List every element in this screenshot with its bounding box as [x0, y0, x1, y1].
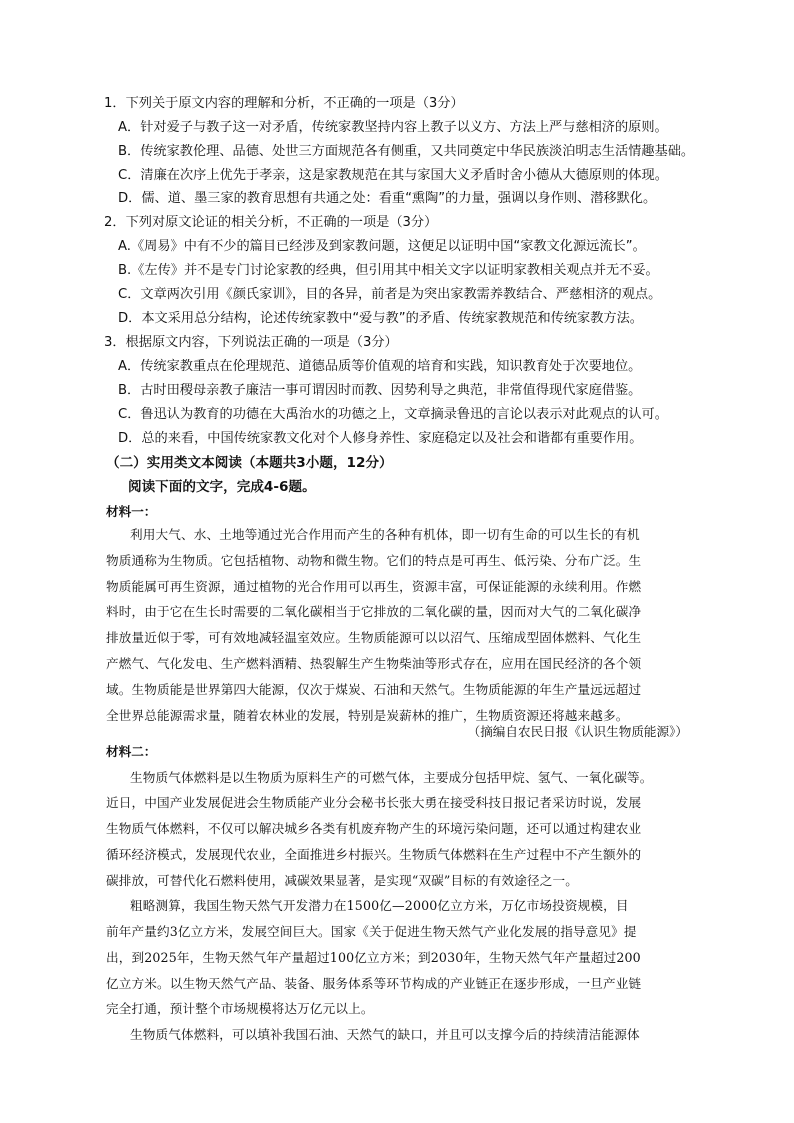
material-1-label: 材料一：: [106, 504, 157, 519]
question-3-option-a: A．传统家教重点在伦理规范、道德品质等价值观的培育和实践，知识教育处于次要地位。: [118, 359, 642, 374]
material-1-line: 物质能属可再生资源，通过植物的光合作用可以再生，资源丰富，可保证能源的永续利用。作燃: [106, 579, 642, 594]
material-1-line: 产燃气、气化发电、生产燃料酒精、热裂解生产生物柴油等形式存在，应用在国民经济的各个领: [106, 656, 642, 671]
question-2-stem: 2．下列对原文论证的相关分析，不正确的一项是（3分）: [104, 215, 438, 230]
material-2-line: 生物质气体燃料，可以填补我国石油、天然气的缺口，并且可以支撑今后的持续清洁能源体: [130, 1027, 640, 1042]
material-2-line: 循环经济模式，发展现代农业，全面推进乡村振兴。生物质气体燃料在生产过程中不产生额外的: [106, 847, 642, 862]
material-2-line: 前年产量约3亿立方米，发展空间巨大。国家《关于促进生物天然气产业化发展的指导意见》提: [106, 924, 637, 939]
question-3-option-d: D．总的来看，中国传统家教文化对个人修身养性、家庭稳定以及社会和谐都有重要作用。: [118, 431, 643, 446]
material-1-line: 利用大气、水、土地等通过光合作用而产生的各种有机体，即一切有生命的可以生长的有机: [130, 527, 640, 542]
section-heading: （二）实用类文本阅读（本题共3小题，12分）: [106, 455, 393, 471]
material-2-line: 完全打通，预计整个市场规模将达万亿元以上。: [106, 1001, 374, 1016]
question-1-option-b: B．传统家教伦理、品德、处世三方面规范各有侧重，又共同奠定中华民族淡泊明志生活情趣基础。: [118, 144, 695, 159]
question-3-option-c: C．鲁迅认为教育的功德在大禹治水的功德之上，文章摘录鲁迅的言论以表示对此观点的认可。: [118, 407, 668, 422]
question-2-option-b: B.《左传》并不是专门讨论家教的经典，但引用其中相关文字以证明家教相关观点并无不妥。: [118, 263, 659, 278]
question-3-option-b: B．古时田稷母亲教子廉洁一事可谓因时而教、因势利导之典范，非常值得现代家庭借鉴。: [118, 383, 642, 398]
material-1-line: 域。生物质能是世界第四大能源，仅次于煤炭、石油和天然气。生物质能源的年生产量远远超过: [106, 682, 642, 697]
material-2-label: 材料二：: [106, 744, 157, 759]
material-2-line: 出，到2025年，生物天然气年产量超过100亿立方米；到2030年，生物天然气年产量超过200: [106, 950, 641, 965]
question-1-option-d: D．儒、道、墨三家的教育思想有共通之处：看重“熏陶”的力量，强调以身作则、潜移默化。: [118, 191, 657, 206]
question-2-option-c: C．文章两次引用《颜氏家训》，目的各异，前者是为突出家教需养教结合、严慈相济的观点。: [118, 287, 662, 302]
material-2-line: 生物质气体燃料是以生物质为原料生产的可燃气体，主要成分包括甲烷、氢气、一氧化碳等。: [130, 770, 653, 785]
material-1-line: 料时，由于它在生长时需要的二氧化碳相当于它排放的二氧化碳的量，因而对大气的二氧化碳净: [106, 604, 642, 619]
material-2-line: 亿立方米。以生物天然气产品、装备、服务体系等环节构成的产业链正在逐步形成，一旦产业链: [106, 976, 642, 991]
question-1-option-c: C．清廉在次序上优先于孝亲，这是家教规范在其与家国大义矛盾时舍小德从大德原则的体现。: [118, 168, 668, 183]
material-2-line: 生物质气体燃料，不仅可以解决城乡各类有机废弃物产生的环境污染问题，还可以通过构建农业: [106, 821, 642, 836]
material-2-line: 碳排放，可替代化石燃料使用，减碳效果显著，是实现“双碳”目标的有效途径之一。: [106, 873, 578, 888]
material-2-line: 近日，中国产业发展促进会生物质能产业分会秘书长张大勇在接受科技日报记者采访时说，发展: [106, 795, 642, 810]
question-2-option-a: A.《周易》中有不少的篇目已经涉及到家教问题，这便足以证明中国“家教文化源远流长”。: [118, 239, 646, 254]
question-1-option-a: A．针对爱子与教子这一对矛盾，传统家教坚持内容上教子以义方、方法上严与慈相济的原则。: [118, 120, 668, 135]
material-1-source: （摘编自农民日报《认识生物质能源》）: [467, 724, 688, 739]
material-2-line: 粗略测算，我国生物天然气开发潜力在1500亿—2000亿立方米，万亿市场投资规模，目: [130, 898, 629, 913]
material-1-line: 排放量近似于零，可有效地减轻温室效应。生物质能源可以以沼气、压缩成型固体燃料、气化生: [106, 630, 642, 645]
material-1-line: 全世界总能源需求量，随着农林业的发展，特别是炭薪林的推广，生物质资源还将越来越多。: [106, 708, 629, 723]
question-3-stem: 3．根据原文内容，下列说法正确的一项是（3分）: [104, 335, 398, 350]
reading-instruction: 阅读下面的文字，完成4-6题。: [128, 479, 316, 495]
material-1-line: 物质通称为生物质。它包括植物、动物和微生物。它们的特点是可再生、低污染、分布广泛。生: [106, 553, 642, 568]
question-1-stem: 1．下列关于原文内容的理解和分析，不正确的一项是（3分）: [104, 96, 464, 111]
question-2-option-d: D．本文采用总分结构，论述传统家教中“爱与教”的矛盾、传统家教规范和传统家教方法。: [118, 311, 643, 326]
